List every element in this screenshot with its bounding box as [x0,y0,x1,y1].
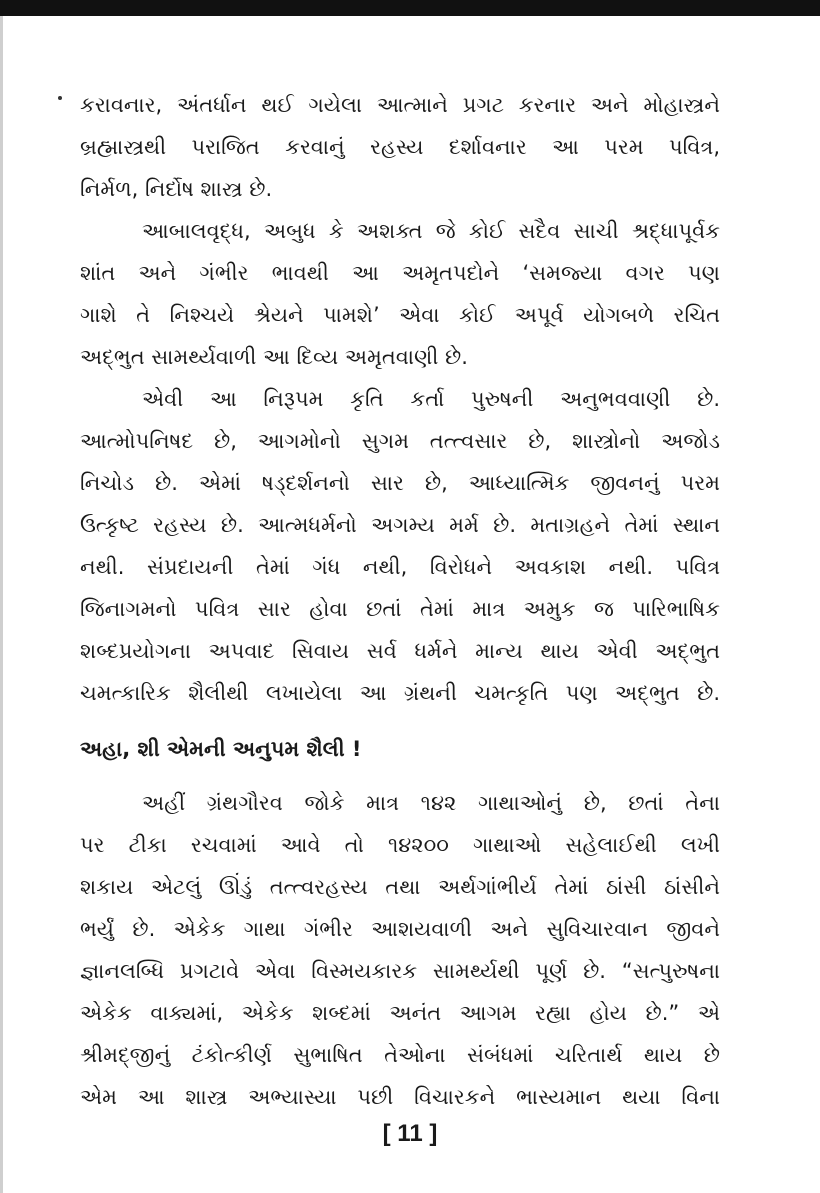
text-line: નિચોડ છે. એમાં ષડ્દર્શનનો સાર છે, આધ્યાત્મિક જીવનનું પરમ [80,471,720,495]
text-line: શાંત અને ગંભીર ભાવથી આ અમૃતપદોને ‘સમજ્યા વગર પણ [80,261,720,285]
section-heading: અહા, શી એમની અનુપમ શૈલી ! [80,737,362,761]
text-line: ભર્યું છે. એકેક ગાથા ગંભીર આશયવાળી અને સુવિચારવાન જીવને [80,917,720,941]
paragraph-1 [80,84,720,210]
margin-dot [58,96,62,100]
page-number: [ 11 ] [382,1120,438,1147]
text-line: જ્ઞાનલબ્ધિ પ્રગટાવે એવા વિસ્મયકારક સામર્થ્યથી પૂર્ણ છે. “સત્પુરુષના [80,959,720,983]
text-line: આત્મોપનિષદ છે, આગમોનો સુગમ તત્ત્વસાર છે, શાસ્ત્રોનો અજોડ [80,429,720,453]
text-line: જિનાગમનો પવિત્ર સાર હોવા છતાં તેમાં માત્ર અમુક જ પારિભાષિક [80,597,720,621]
text-line: એકેક વાક્યમાં, એકેક શબ્દમાં અનંત આગમ રહ્યા હોય છે.” એ [80,1001,720,1025]
text-line: નિર્મળ, નિર્દોષ શાસ્ત્ર છે. [80,177,273,201]
text-line: શબ્દપ્રયોગના અપવાદ સિવાય સર્વ ધર્મને માન્ય થાય એવી અદ્ભુત [80,639,720,663]
text-line: ગાશે તે નિશ્ચયે શ્રેયને પામશે’ એવા કોઈ અપૂર્વ યોગબળે રચિત [80,303,720,327]
text-line: બ્રહ્માસ્ત્રથી પરાજિત કરવાનું રહસ્ય દર્શાવનાર આ પરમ પવિત્ર, [80,135,720,159]
page-body [80,84,720,1118]
text-line: ઉત્કૃષ્ટ રહસ્ય છે. આત્મધર્મનો અગમ્ય મર્મ છે. મતાગ્રહને તેમાં સ્થાન [80,513,720,537]
page-edge-shadow [0,16,3,1193]
text-line: કરાવનાર, અંતર્ધાન થઈ ગયેલા આત્માને પ્રગટ કરનાર અને મોહાસ્ત્રને [80,93,720,117]
text-line: ચમત્કારિક શૈલીથી લખાયેલા આ ગ્રંથની ચમત્કૃતિ પણ અદ્ભુત છે. [80,681,720,705]
text-line: શ્રીમદ્જીનું ટંકોત્કીર્ણ સુભાષિત તેઓના સંબંધમાં ચરિતાર્થ થાય છે [80,1043,720,1067]
text-line: આબાલવૃદ્ધ, અબુધ કે અશક્ત જે કોઈ સદૈવ સાચી શ્રદ્ધાપૂર્વક [142,219,720,243]
top-border-bar [0,0,820,16]
text-line: અદ્ભુત સામર્થ્યવાળી આ દિવ્ય અમૃતવાણી છે. [80,345,468,369]
text-line: એવી આ નિરૂપમ કૃતિ કર્તા પુરુષની અનુભવવાણી છે. [142,387,720,411]
text-line: પર ટીકા રચવામાં આવે તો ૧૪૨૦૦ ગાથાઓ સહેલાઈથી લખી [80,833,720,857]
text-line: નથી. સંપ્રદાયની તેમાં ગંધ નથી, વિરોધને અવકાશ નથી. પવિત્ર [80,555,720,579]
text-line: શકાય એટલું ઊંડું તત્ત્વરહસ્ય તથા અર્થગાંભીર્ય તેમાં ઠાંસી ઠાંસીને [80,875,720,899]
text-line: એમ આ શાસ્ત્ર અભ્યાસ્યા પછી વિચારકને ભાસ્યમાન થયા વિના [80,1085,720,1109]
paragraph-3 [80,378,720,714]
paragraph-4 [80,782,720,1118]
paragraph-2 [80,210,720,378]
text-line: અહીં ગ્રંથગૌરવ જોકે માત્ર ૧૪૨ ગાથાઓનું છે, છતાં તેના [142,791,720,815]
